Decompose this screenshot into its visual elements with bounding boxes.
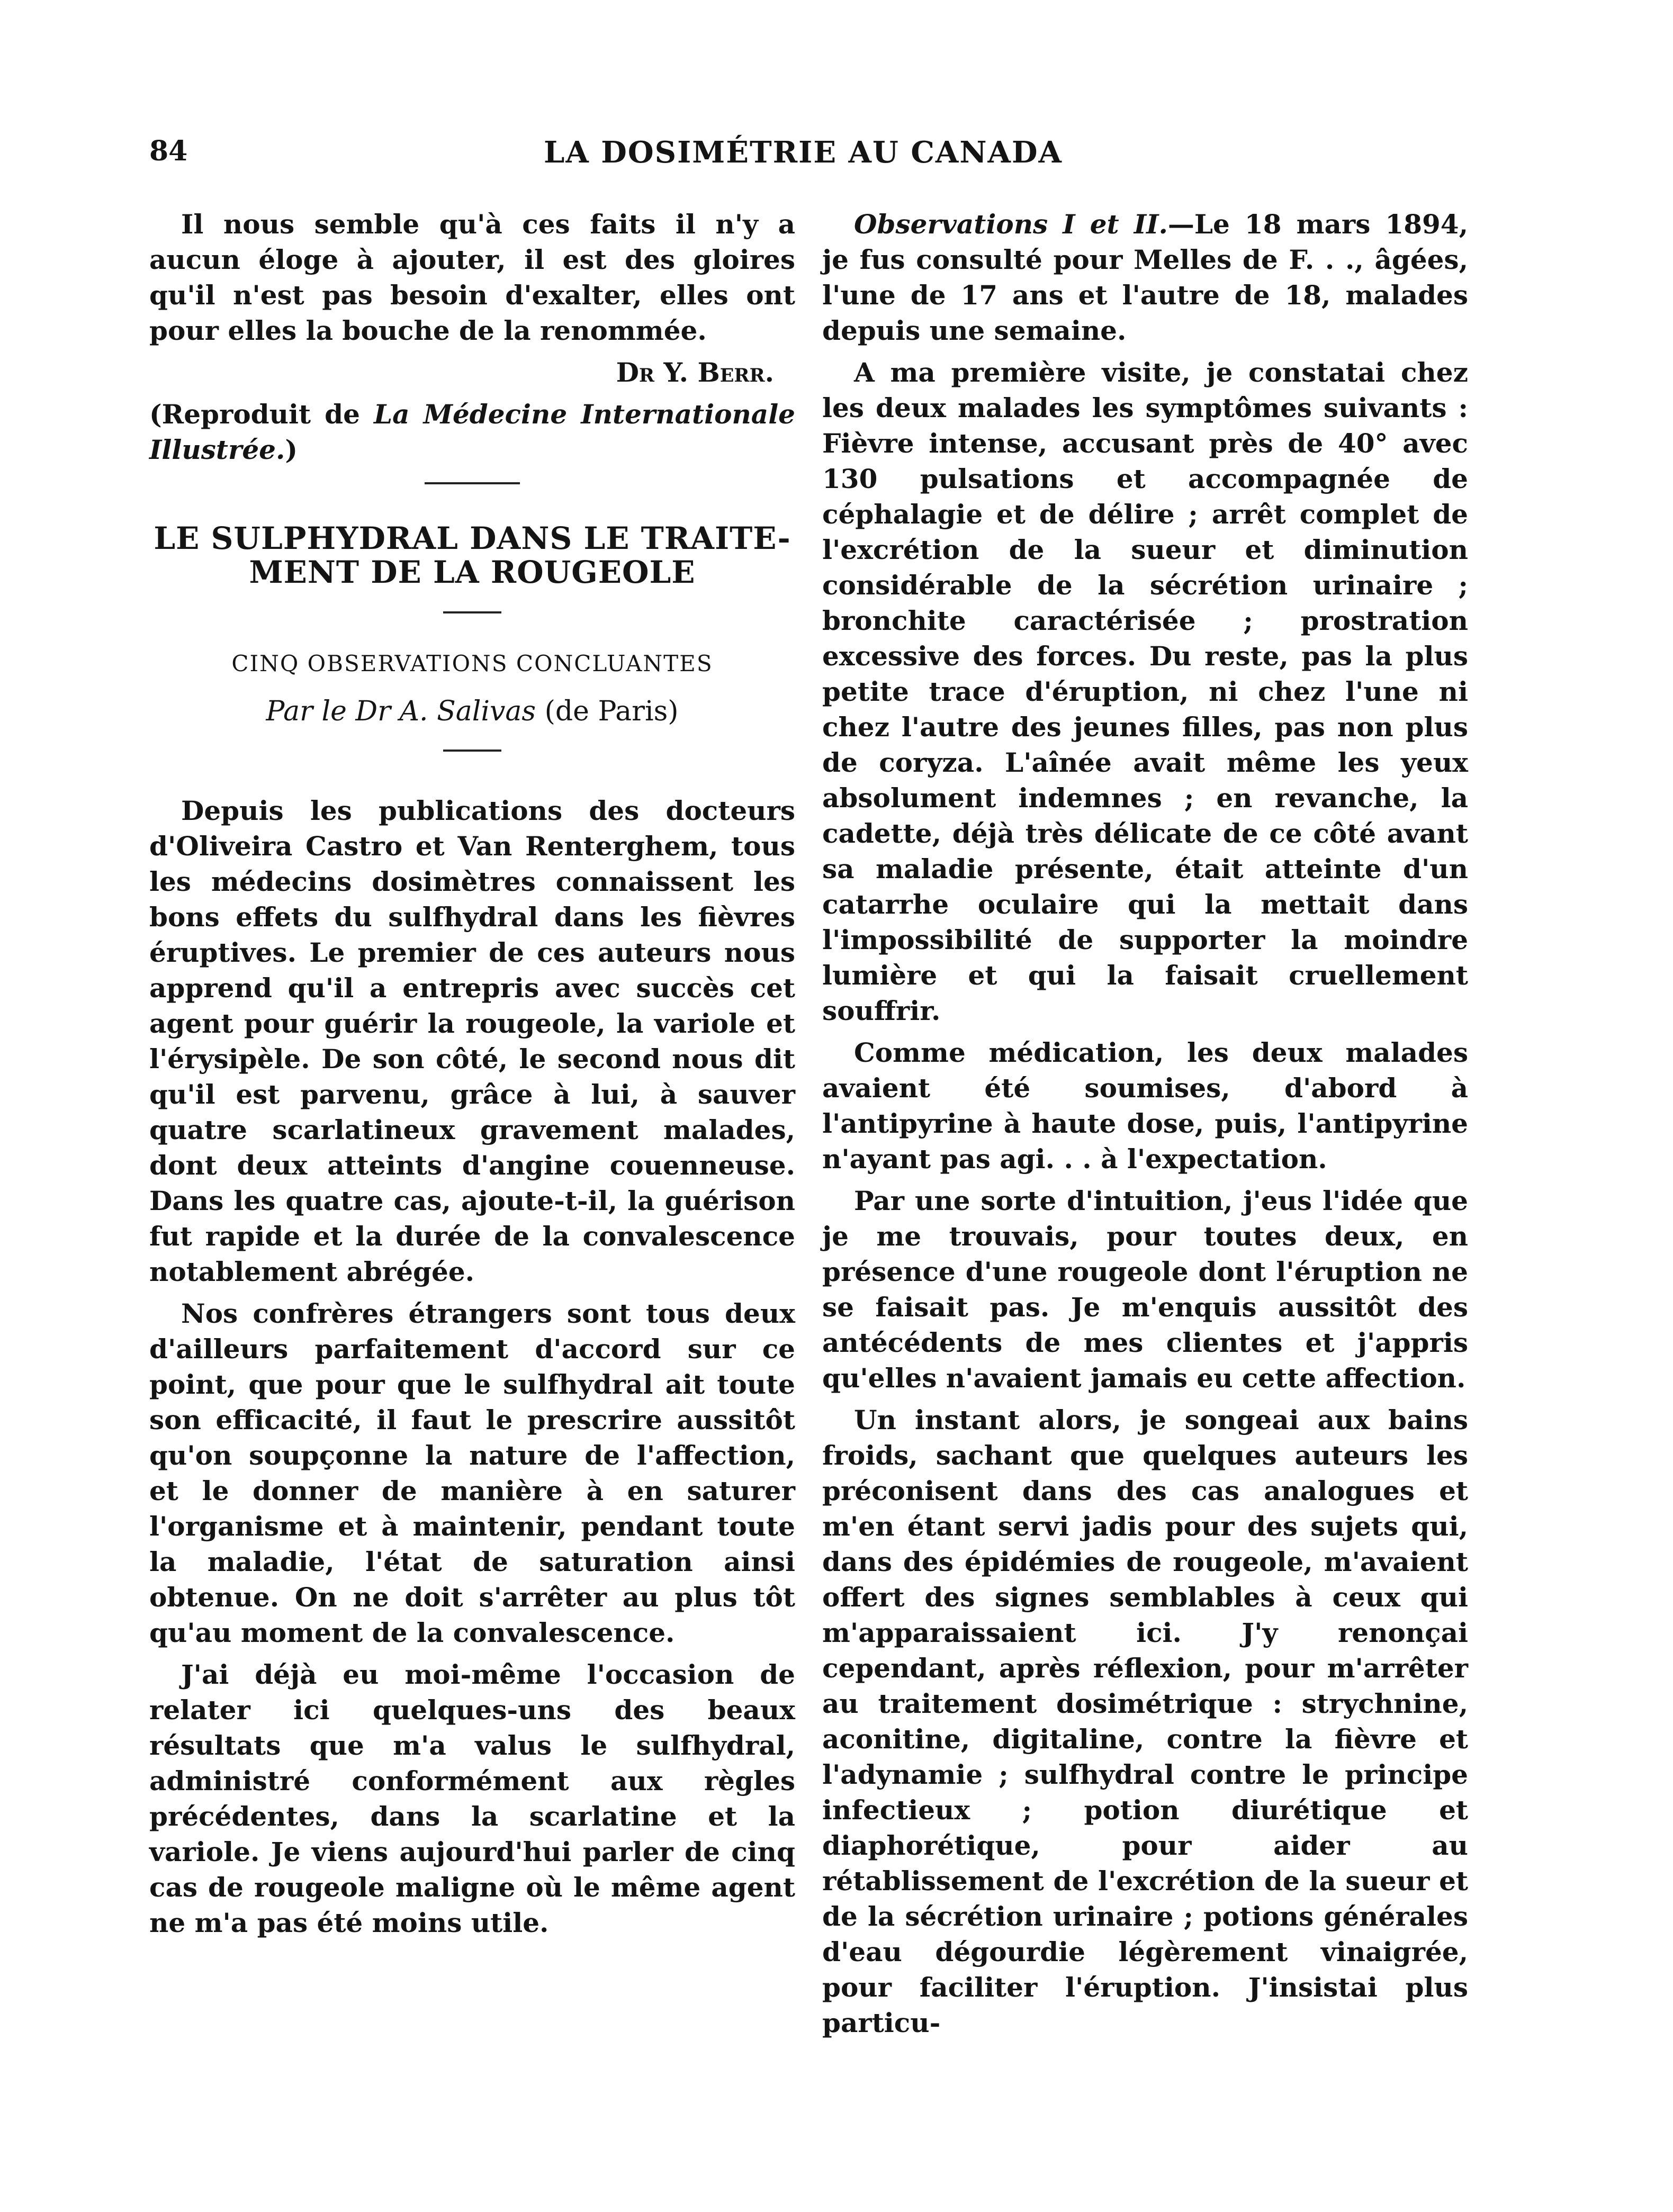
body-paragraph: Comme médication, les deux malades avaient été soumises, d'abord à l'antipyrine à haute dose, puis, l'antipyrine n'ayant pas agi. . . à l'expectation. bbox=[822, 1037, 1468, 1175]
article-title bbox=[149, 521, 795, 589]
body-paragraph: Depuis les publications des docteurs d'Oliveira Castro et Van Renterghem, tous les médecins dosimètres connaissent les bons effets du sulfhydral dans les fièvres éruptives. Le premier de ces auteurs nous apprend qu'il a entrepris avec succès cet agent pour guérir la rougeole, la variole et l'érysipèle. De son côté, le second nous dit qu'il est parvenu, grâce à lui, à sauver quatre scarlatineux gravement malades, dont deux atteints d'angine couenneuse. Dans les quatre cas, ajoute-t-il, la guérison fut rapide et la durée de la convalescence notablement abrégée. bbox=[149, 795, 795, 1287]
source-credit bbox=[149, 396, 795, 467]
body-paragraph: Nos confrères étrangers sont tous deux d'ailleurs parfaitement d'accord sur ce point, que pour que le sulfhydral ait toute son efficacité, il faut le prescrire aussitôt qu'on soupçonne la nature de l'affection, et le donner de manière à en saturer l'organisme et à maintenir, pendant toute la maladie, l'état de saturation ainsi obtenue. On ne doit s'arrêter au plus tôt qu'au moment de la convalescence. bbox=[149, 1298, 795, 1648]
article-title-line-1: LE SULPHYDRAL DANS LE TRAITE- bbox=[154, 520, 791, 556]
body-paragraph: Par une sorte d'intuition, j'eus l'idée que je me trouvais, pour toutes deux, en présence d'une rougeole dont l'éruption ne se faisait pas. Je m'enquis aussitôt des antécédents de mes clientes et j'appris qu'elles n'avaient jamais eu cette affection. bbox=[822, 1185, 1468, 1394]
title-divider bbox=[443, 611, 501, 613]
closing-paragraph: Il nous semble qu'à ces faits il n'y a aucun éloge à ajouter, il est des gloires qu'il n'est pas besoin d'exalter, elles ont pour elles la bouche de la renommée. bbox=[149, 209, 795, 346]
body-paragraph: A ma première visite, je constatai chez les deux malades les symptômes suivants : Fièvre intense, accusant près de 40° avec 130 pulsations et accompagnée de céphalagie et de délire ; arrêt complet de l'excrétion de la sueur et diminution considérable de la sécrétion urinaire ; bronchite caractérisée ; prostration excessive des forces. Du reste, pas la plus petite trace d'éruption, ni chez l'une ni chez l'autre des jeunes filles, pas non plus de coryza. L'aînée avait même les yeux absolument indemnes ; en revanche, la cadette, déjà très délicate de ce côté avant sa maladie présente, était atteinte d'un catarrhe oculaire qui la mettait dans l'impossibilité de supporter la moindre lumière et qui la faisait cruellement souffrir. bbox=[822, 357, 1468, 1026]
author-signature: Dr Y. Berr. bbox=[616, 357, 774, 388]
body-paragraph: J'ai déjà eu moi-même l'occasion de relater ici quelques-uns des beaux résultats que m'a valus le sulfhydral, administré conformément aux règles précédentes, dans la scarlatine et la variole. Je viens aujourd'hui parler de cinq cas de rougeole maligne où le même agent ne m'a pas été moins utile. bbox=[149, 1659, 795, 1938]
byline-place: (de Paris) bbox=[536, 696, 679, 727]
source-suffix: ) bbox=[285, 434, 298, 465]
left-column bbox=[149, 206, 795, 1947]
section-divider bbox=[425, 482, 520, 484]
running-head: LA DOSIMÉTRIE AU CANADA bbox=[543, 135, 1063, 170]
article-byline bbox=[149, 696, 795, 727]
byline-author: Par le Dr A. Salivas bbox=[266, 696, 536, 727]
source-title: La Médecine Internationale Illustrée. bbox=[149, 399, 795, 465]
observation-label: Observations I et II. bbox=[854, 209, 1168, 240]
observation-paragraph bbox=[822, 206, 1468, 348]
byline-divider bbox=[443, 750, 501, 752]
source-prefix: (Reproduit de bbox=[149, 399, 374, 430]
article-title-line-2: MENT DE LA ROUGEOLE bbox=[249, 554, 696, 590]
observation-text: —Le 18 mars 1894, je fus consulté pour Melles de F. . ., âgées, l'une de 17 ans et l'autre de 18, malades depuis une semaine. bbox=[822, 209, 1468, 346]
page-header bbox=[149, 135, 1457, 177]
right-column bbox=[822, 206, 1468, 2047]
page-number: 84 bbox=[149, 135, 188, 167]
body-paragraph: Un instant alors, je songeai aux bains froids, sachant que quelques auteurs les préconisent dans des cas analogues et m'en étant servi jadis pour des sujets qui, dans des épidémies de rougeole, m'avaient offert des signes semblables à ceux qui m'apparaissaient ici. J'y renonçai cependant, après réflexion, pour m'arrêter au traitement dosimétrique : strychnine, aconitine, digitaline, contre la fièvre et l'adynamie ; sulfhydral contre le principe infectieux ; potion diurétique et diaphorétique, pour aider au rétablissement de l'excrétion de la sueur et de la sécrétion urinaire ; potions générales d'eau dégourdie légèrement vinaigrée, pour faciliter l'éruption. J'insistai plus particu- bbox=[822, 1404, 1468, 2038]
article-subtitle: CINQ OBSERVATIONS CONCLUANTES bbox=[231, 651, 713, 676]
